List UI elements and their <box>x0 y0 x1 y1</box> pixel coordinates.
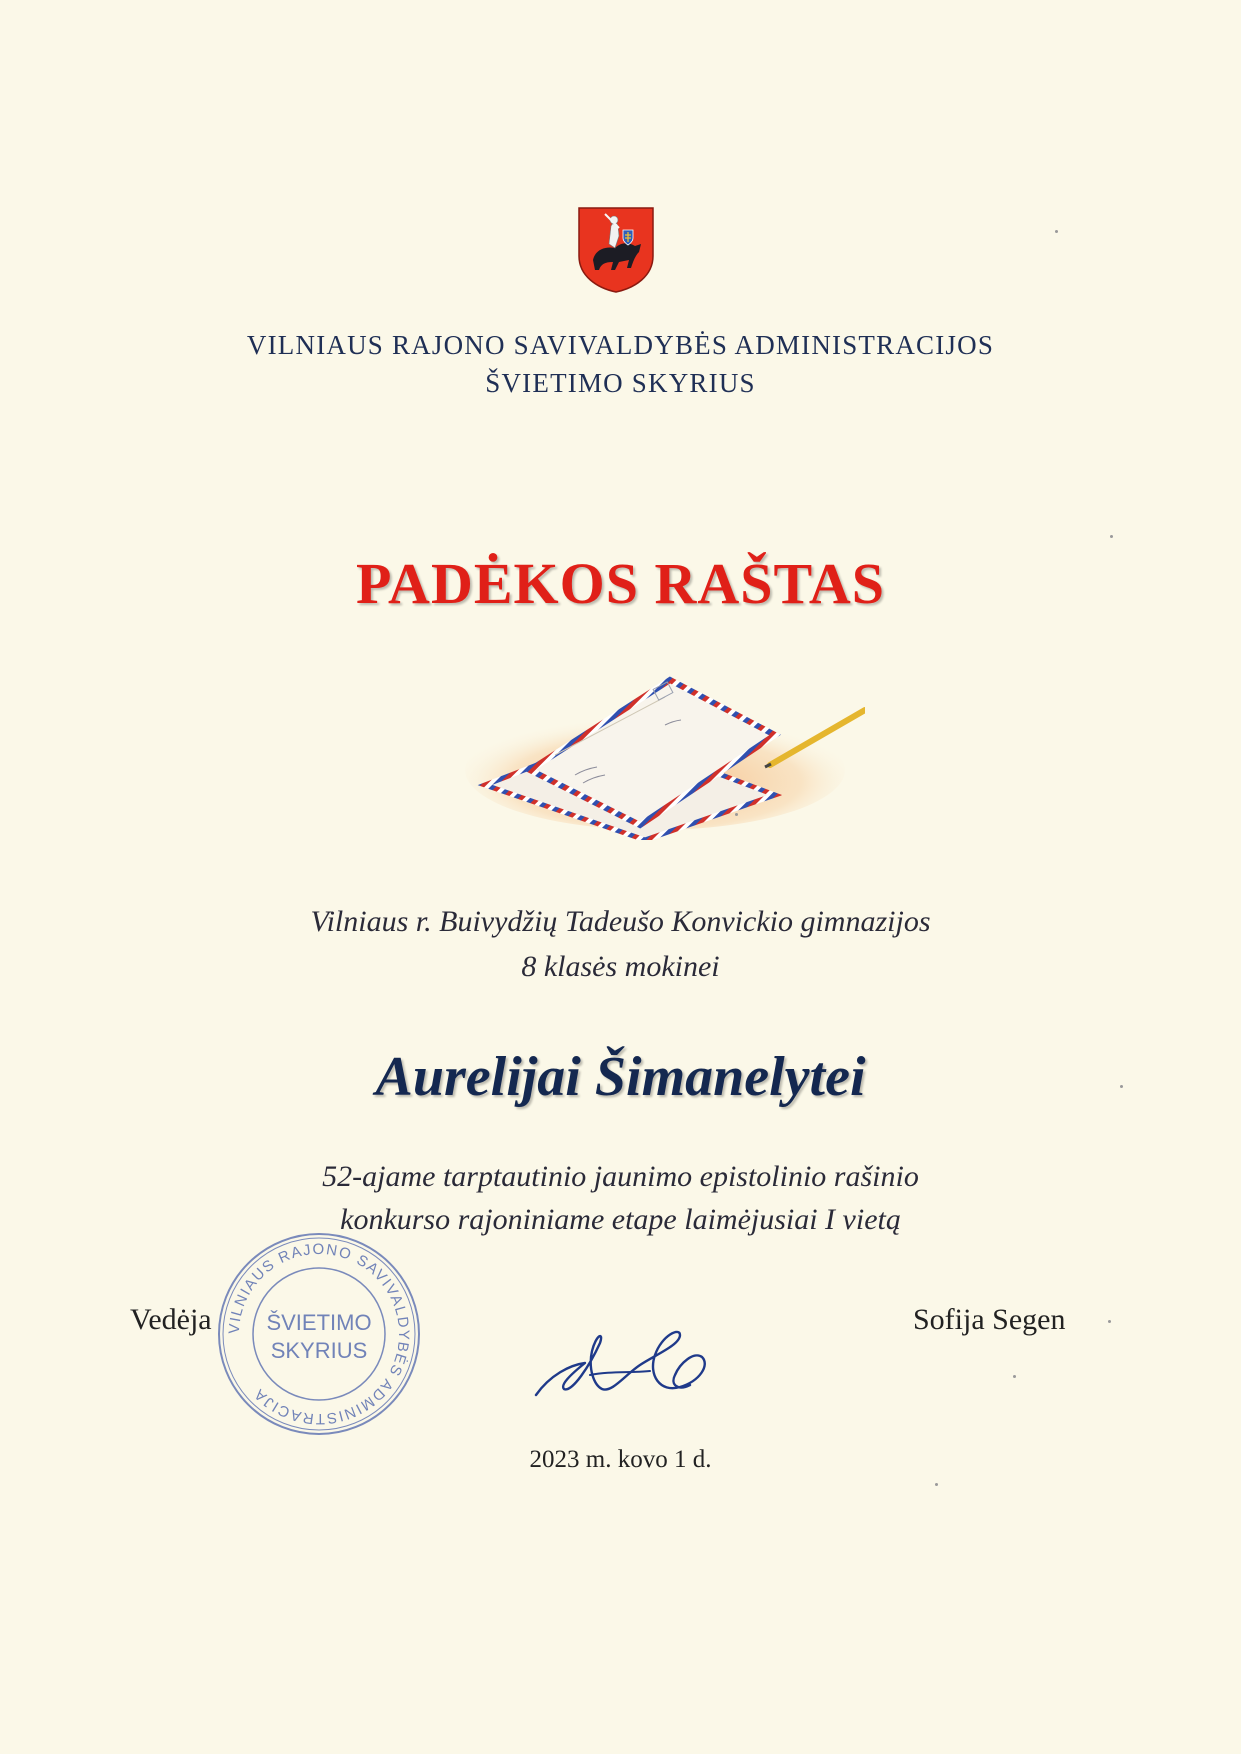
envelopes-illustration <box>465 665 865 840</box>
official-stamp <box>213 1228 425 1440</box>
recipient-school: Vilniaus r. Buivydžių Tadeušo Konvickio gimnazijos <box>310 905 931 938</box>
achievement-line-1: 52-ajame tarptautinio jaunimo epistolinio rašinio <box>322 1160 919 1193</box>
scan-speck <box>735 813 738 816</box>
stamp-center-line-2: SKYRIUS <box>270 1338 368 1363</box>
recipient-grade: 8 klasės mokinei <box>521 950 720 983</box>
issuer-line-1: VILNIAUS RAJONO SAVIVALDYBĖS ADMINISTRACIJOS <box>246 330 995 360</box>
scan-speck <box>1110 535 1113 538</box>
coat-of-arms-icon <box>575 204 657 294</box>
certificate-title: PADĖKOS RAŠTAS <box>355 551 886 616</box>
achievement-line-2: konkurso rajoniniame etape laimėjusiai I vietą <box>340 1203 901 1236</box>
stamp-center-line-1: ŠVIETIMO <box>266 1310 372 1335</box>
signatory-name: Sofija Segen <box>913 1303 1066 1336</box>
stamp-ring-text: VILNIAUS RAJONO SAVIVALDYBĖS ADMINISTRACIJA <box>225 1240 413 1428</box>
handwritten-signature <box>530 1305 730 1405</box>
signatory-role: Vedėja <box>130 1303 212 1336</box>
scan-speck <box>1055 230 1058 233</box>
scan-speck <box>1108 1320 1111 1323</box>
recipient-name: Aurelijai Šimanelytei <box>375 1046 866 1108</box>
scan-speck <box>1120 1085 1123 1088</box>
scan-speck <box>1013 1375 1016 1378</box>
issuer-line-2: ŠVIETIMO SKYRIUS <box>485 368 756 398</box>
issue-date: 2023 m. kovo 1 d. <box>529 1446 712 1473</box>
scan-speck <box>935 1483 938 1486</box>
